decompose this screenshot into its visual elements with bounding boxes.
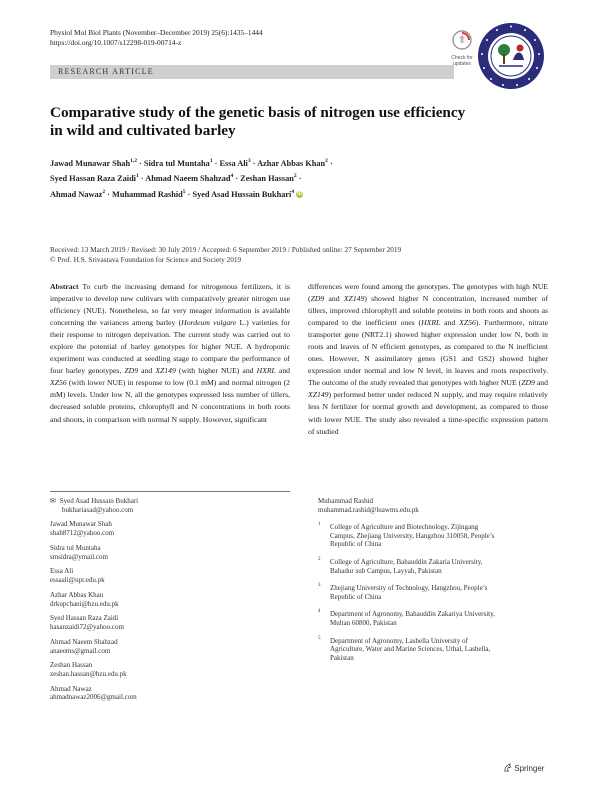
author-name[interactable]: Sidra tul Muntaha [143, 158, 210, 168]
contact-email[interactable]: drkupchani@bzu.edu.pk [50, 599, 119, 608]
abstract-italic-term: Hordeum vulgare [181, 318, 237, 328]
doi-link[interactable]: https://doi.org/10.1007/s12298-019-00714-z [50, 38, 182, 47]
contact-name-text: Azhar Abbas Khan [50, 590, 104, 599]
affiliation-number: 5 [318, 635, 321, 641]
abstract-text: ). Furthermore, nitrate transporter gene (NRT2.1) showed higher expression under low N, both in roots and leaves of N efficient genotypes, as compared to the N inefficient ones. However, N assimilatory genes (GS1 and GS2) showed higher expression under normal and low N level, in leaves and roots respectively. The outcome of the study revealed that genotypes with higher NUE ( [308, 318, 549, 388]
publisher-name: Springer [514, 764, 545, 773]
author-separator: · [233, 174, 241, 184]
abstract-italic-term: ZD9 [124, 366, 139, 376]
affiliation [318, 523, 548, 549]
article-title-line-1: Comparative study of the genetic basis of nitrogen use efficiency [50, 104, 466, 121]
author-separator: · [296, 174, 302, 184]
contact-name [50, 567, 290, 576]
affiliation-number: 3 [318, 583, 321, 589]
abstract-paragraph-continued [308, 281, 548, 438]
article-title [50, 104, 530, 140]
affiliation-line: Zhejiang University of Technology, Hangzhou, People’s [330, 584, 488, 593]
contact-name-text: Ahmad Naeem Shahzad [50, 637, 118, 646]
abstract-italic-term: XZ149 [155, 366, 176, 376]
abstract-italic-term: ZD9 [521, 378, 535, 388]
affiliation-number: 4 [318, 609, 321, 615]
abstract-text: To curb the increasing demand for nitrogenous fertilizers, it is imperative to develop new cultivars with comparatively greater nitrogen use efficiency (NUE). Nonetheless, so far very meager information is available concerning the variances among barley ( [50, 282, 290, 328]
abstract-text: and [440, 318, 460, 328]
author-contact [50, 497, 290, 514]
affiliations-column [318, 497, 548, 662]
journal-citation: Physiol Mol Biol Plants (November–December 2019) 25(6):1435–1444 [50, 28, 263, 37]
contact-name [50, 614, 290, 623]
contact-name-text: Syed Hassan Raza Zaidi [50, 614, 119, 623]
author-affiliation-marker: 3 [247, 158, 251, 164]
affiliation-line: Republic of China [330, 540, 382, 549]
author-name[interactable]: Azhar Abbas Khan [257, 158, 326, 168]
author-affiliation-marker: 1 [209, 158, 213, 164]
contact-name [50, 520, 290, 529]
author-contact [50, 591, 290, 608]
abstract-italic-term: XZ56 [50, 378, 67, 388]
contact-name-text: Sidra tul Muntaha [50, 543, 101, 552]
author-contact [50, 661, 290, 678]
author-separator: · [105, 189, 112, 199]
abstract-italic-term: XZ56 [459, 318, 476, 328]
author-name[interactable]: Ahmad Nawaz [50, 189, 103, 199]
abstract-italic-term: XZ149 [343, 294, 365, 304]
author-name[interactable]: Zeshan Hassan [240, 174, 294, 184]
affiliation-line: Agriculture, Water and Marine Sciences, Uthal, Lasbella, [330, 645, 491, 654]
abstract-italic-term: HXRL [421, 318, 441, 328]
author-contact [50, 520, 290, 537]
contact-name-text: Zeshan Hassan [50, 661, 93, 670]
abstract-text: (with lower NUE) in response to low (0.1 mM) and normal nitrogen (2 mM) levels. Under low N, all the genotypes expressed less number of tillers, decreased soluble proteins, chlorophyll and N concentrations in both roots and shoots, in comparison with normal N supply. However, significant [50, 378, 290, 424]
contact-email[interactable]: zeshan.hassan@bzu.edu.pk [50, 669, 127, 678]
abstract-text: and [534, 378, 548, 388]
affiliation-line: Bahadur sub Campus, Layyah, Pakistan [330, 566, 442, 575]
author-name[interactable]: Syed Asad Hussain Bukhari [192, 189, 292, 199]
affiliation-list [318, 523, 548, 662]
abstract-right-column [308, 281, 548, 438]
check-updates-text-1: Check for [451, 55, 473, 61]
contact-name [50, 497, 290, 506]
author-contact [50, 638, 290, 655]
abstract-text: and [138, 366, 156, 376]
article-dates [50, 245, 550, 266]
author-separator: · [136, 158, 144, 168]
abstract-text: and [275, 366, 291, 376]
affiliation [318, 584, 548, 601]
author-name[interactable]: Jawad Munawar Shah [50, 158, 131, 168]
contact-email[interactable]: hasanzaidi72@yahoo.com [50, 623, 124, 632]
contact-name [50, 685, 290, 694]
affiliation-line: Pakistan [330, 653, 354, 662]
abstract-italic-term: XZ149 [308, 390, 329, 400]
publication-history: Received: 13 March 2019 / Revised: 30 July 2019 / Accepted: 6 September 2019 / Published online: 27 September 2019 [50, 245, 402, 254]
footnote-divider [50, 491, 290, 492]
affiliation-line: Campus, Zhejiang University, Hangzhou 310058, People’s [330, 531, 495, 540]
author-separator: · [327, 158, 333, 168]
article-type-banner [50, 65, 454, 79]
affiliation-line: College of Agriculture, Bahauddin Zakaria University, [330, 557, 483, 566]
contact-name-text: Syed Asad Hussain Bukhari [59, 497, 139, 505]
author-contact [318, 497, 548, 514]
author-separator: · [185, 189, 193, 199]
author-affiliation-marker: 2 [293, 173, 297, 180]
abstract-italic-term: HXRL [256, 366, 276, 376]
abstract-text: L.) varieties for their response to nitrogen deprivation. The current study was carried out to explore the potential of barley genotypes for higher NUE. A hydroponic experiment was conducted at seedling stage to compare the performance of four barley genotypes, [50, 318, 291, 376]
check-updates-text-2: updates [453, 61, 471, 67]
article-type-label: RESEARCH ARTICLE [58, 67, 154, 76]
author-affiliation-marker: 2 [102, 188, 106, 195]
author-name[interactable]: Muhammad Rashid [112, 189, 183, 199]
contact-name-text: Ahmad Nawaz [50, 684, 92, 693]
orcid-icon[interactable]: iD [297, 191, 303, 198]
check-for-updates-badge[interactable] [448, 30, 476, 67]
contact-email[interactable]: essaali@upr.edu.pk [50, 576, 105, 585]
author-contact [50, 614, 290, 631]
journal-header [50, 28, 263, 48]
affiliation-line: Republic of China [330, 592, 382, 601]
author-separator: · [250, 158, 258, 168]
author-contacts [50, 497, 290, 708]
abstract-left-column [50, 281, 290, 426]
author-list [50, 155, 550, 201]
author-contact [50, 544, 290, 561]
author-affiliation-marker: 4 [291, 188, 295, 195]
contact-name [50, 661, 290, 670]
author-separator: · [212, 158, 220, 168]
contact-name [50, 591, 290, 600]
abstract-paragraph [50, 281, 290, 426]
contact-name: Muhammad Rashid [318, 497, 374, 505]
affiliation-line: Multan 60800, Pakistan [330, 618, 397, 627]
abstract-text: differences were found among the genotypes. The genotypes with high NUE ( [308, 282, 548, 304]
affiliation-number: 1 [318, 522, 321, 528]
affiliation-line: Department of Agronomy, Bahauddin Zakariya University, [330, 610, 495, 619]
affiliation-number: 2 [318, 556, 321, 562]
affiliation [318, 610, 548, 627]
abstract-text: ) performed better under reduced N supply, and may require relatively less N fertilizer for normal growth and development, as compared to those with lower NUE. The study also revealed a time-specific expression pattern of studied [308, 390, 548, 436]
author-separator: · [138, 174, 146, 184]
contact-email[interactable]: shah8712@yahoo.com [50, 529, 115, 538]
abstract-heading: Abstract [50, 282, 79, 291]
abstract-italic-term: ZD9 [310, 294, 325, 304]
contact-email[interactable]: smsidra@ymail.com [50, 552, 108, 561]
contact-email[interactable]: anaeems@gmail.com [50, 646, 111, 655]
check-updates-icon [452, 30, 472, 50]
author-affiliation-marker: 2 [325, 158, 328, 164]
author-contact [50, 567, 290, 584]
contact-name [50, 638, 290, 647]
author-affiliation-marker: 1,2 [130, 158, 137, 164]
author-affiliation-marker: 5 [182, 188, 186, 195]
contact-email[interactable]: ahmadnawaz2006@gmail.com [50, 693, 137, 702]
contact-name-text: Jawad Munawar Shah [50, 520, 112, 529]
abstract-text: (with higher NUE) and [175, 366, 257, 376]
author-contact [50, 685, 290, 702]
affiliation [318, 558, 548, 575]
abstract-text: and [324, 294, 344, 304]
springer-horse-icon [503, 763, 512, 772]
copyright-notice: © Prof. H.S. Srivastava Foundation for Science and Society 2019 [50, 255, 242, 265]
contact-name [50, 544, 290, 553]
society-seal-logo [477, 22, 545, 90]
author-name[interactable]: Ahmad Naeem Shahzad [145, 174, 231, 184]
envelope-icon: ✉ [50, 497, 56, 505]
affiliation-line: College of Agriculture and Biotechnology, Zijingang [330, 523, 479, 532]
affiliation [318, 637, 548, 663]
author-name[interactable]: Essa Ali [219, 158, 248, 168]
abstract-text: ) showed higher N concentration, increased number of tillers, improved chlorophyll and soluble proteins in both roots and shoots as compared to the inefficient ones ( [308, 294, 549, 328]
article-title-line-2: in wild and cultivated barley [50, 122, 236, 139]
author-affiliation-marker: 4 [230, 173, 234, 180]
contact-name-text: Essa Ali [50, 567, 74, 576]
author-affiliation-marker: 1 [135, 173, 139, 180]
affiliation-line: Department of Agronomy, Lasbella University of [330, 636, 468, 645]
publisher-logo [503, 763, 544, 773]
author-name[interactable]: Syed Hassan Raza Zaidi [50, 174, 136, 184]
contact-email[interactable]: muhammad.rashid@luawms.edu.pk [318, 505, 419, 514]
contact-email[interactable]: bukhariasad@yahoo.com [62, 505, 134, 514]
